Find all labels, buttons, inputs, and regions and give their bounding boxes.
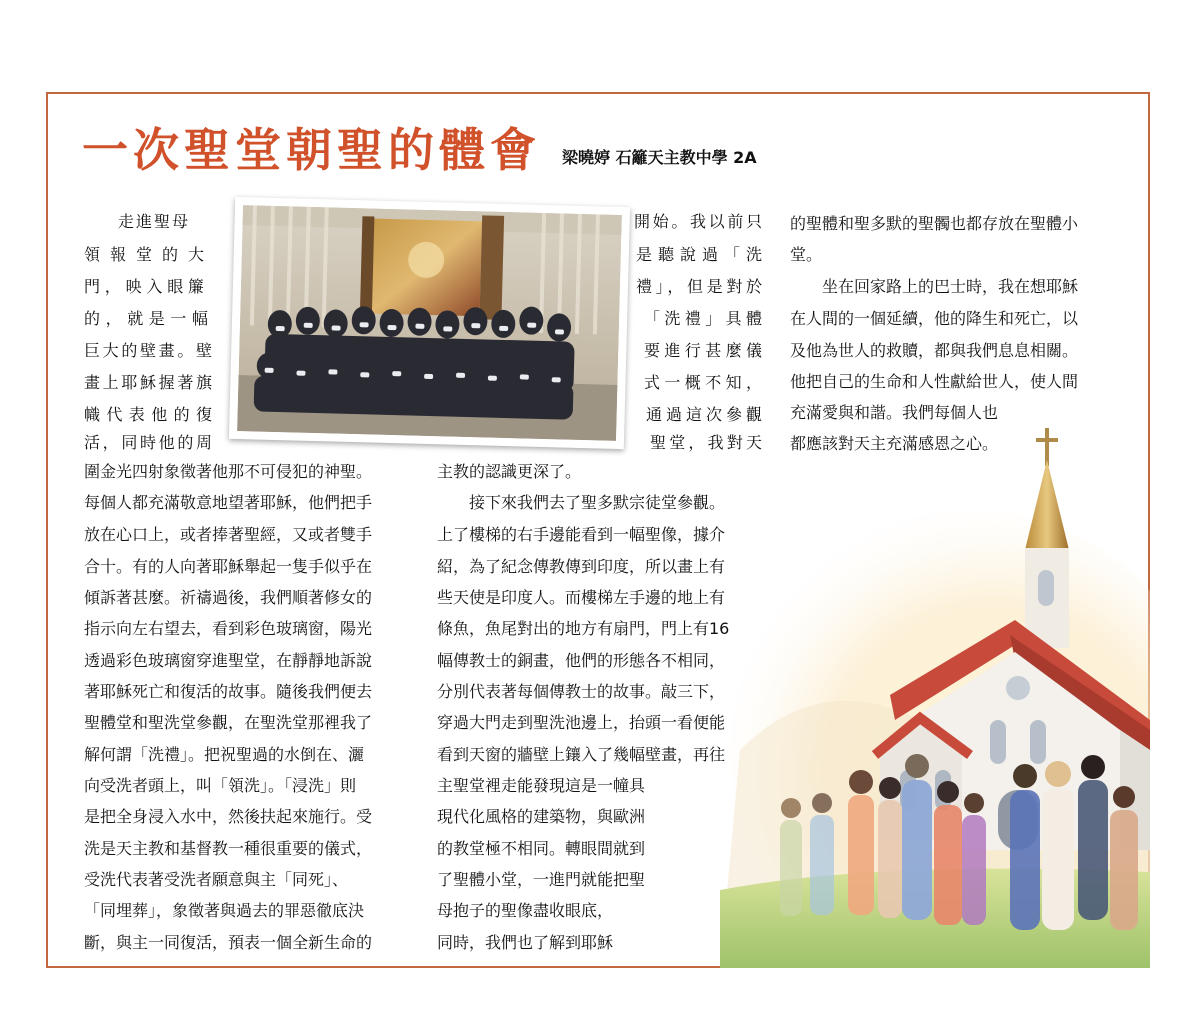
- text-line: 開始。我以前只: [634, 212, 762, 231]
- text-line: 放在心口上，或者捧著聖經，又或者雙手: [84, 525, 373, 544]
- text-line: 受洗代表著受洗者願意與主「同死」、: [84, 870, 349, 889]
- text-line: 幟代表他的復: [84, 405, 212, 424]
- text-line: 些天使是印度人。而樓梯左手邊的地上有: [437, 588, 726, 607]
- text-line: 主教的認識更深了。: [437, 462, 582, 481]
- text-line: 現代化風格的建築物，與歐洲: [437, 807, 646, 826]
- text-line: 門，映入眼簾: [84, 277, 204, 296]
- text-line: 坐在回家路上的巴士時，我在想耶穌: [822, 277, 1079, 296]
- text-line: 向受洗者頭上，叫「領洗」。「浸洗」則: [84, 776, 357, 795]
- text-line: 堂。: [790, 245, 823, 264]
- text-line: 走進聖母: [118, 212, 191, 231]
- group-photo-image: [237, 205, 622, 441]
- text-line: 聖堂，我對天: [650, 433, 762, 452]
- church-illustration: [680, 420, 1150, 968]
- text-line: 式一概不知，: [644, 373, 762, 392]
- text-line: 禮」，但是對於: [636, 277, 762, 296]
- text-line: 巨大的壁畫。壁: [84, 341, 212, 360]
- text-line: 是聽說過「洗: [636, 245, 762, 264]
- text-line: 「同埋葬」，象徵著與過去的罪惡徹底決: [84, 901, 365, 920]
- text-line: 條魚，魚尾對出的地方有扇門，門上有16: [437, 619, 730, 638]
- text-line: 是把全身浸入水中，然後扶起來施行。受: [84, 807, 373, 826]
- text-line: 洗是天主教和基督教一種很重要的儀式，: [84, 839, 373, 858]
- text-line: 領報堂的大: [84, 245, 204, 264]
- text-line: 及他為世人的救贖，都與我們息息相關。: [790, 341, 1079, 360]
- text-line: 接下來我們去了聖多默宗徒堂參觀。: [469, 493, 726, 512]
- text-line: 母抱子的聖像盡收眼底，: [437, 901, 614, 920]
- author-byline: 梁曉婷 石籬天主教中學 2A: [562, 148, 757, 167]
- text-line: 著耶穌死亡和復活的故事。隨後我們便去: [84, 682, 373, 701]
- text-line: 同時，我們也了解到耶穌: [437, 933, 614, 952]
- text-line: 傾訴著甚麼。祈禱過後，我們順著修女的: [84, 588, 373, 607]
- text-line: 了聖體小堂，一進門就能把聖: [437, 870, 646, 889]
- text-line: 斷，與主一同復活，預表一個全新生命的: [84, 933, 373, 952]
- text-line: 通過這次參觀: [646, 405, 762, 424]
- text-line: 穿過大門走到聖洗池邊上，抬頭一看便能: [437, 713, 726, 732]
- text-line: 充滿愛與和諧。我們每個人也: [790, 403, 999, 422]
- text-line: 看到天窗的牆壁上鑲入了幾幅壁畫，再往: [437, 745, 726, 764]
- text-line: 每個人都充滿敬意地望著耶穌，他們把手: [84, 493, 373, 512]
- text-line: 幅傳教士的銅畫，他們的形態各不相同，: [437, 651, 726, 670]
- text-line: 的聖體和聖多默的聖髑也都存放在聖體小: [790, 214, 1079, 233]
- text-line: 「洗禮」具體: [644, 309, 762, 328]
- text-line: 他把自己的生命和人性獻給世人，使人間: [790, 372, 1079, 391]
- text-line: 圍金光四射象徵著他那不可侵犯的神聖。: [84, 462, 373, 481]
- text-line: 要進行甚麼儀: [644, 341, 762, 360]
- text-line: 主聖堂裡走能發現這是一幢具: [437, 776, 646, 795]
- text-line: 都應該對天主充滿感恩之心。: [790, 434, 999, 453]
- text-line: 的教堂極不相同。轉眼間就到: [437, 839, 646, 858]
- text-line: 透過彩色玻璃窗穿進聖堂，在靜靜地訴說: [84, 651, 373, 670]
- text-line: 分別代表著每個傳教士的故事。敲三下，: [437, 682, 726, 701]
- text-line: 解何謂「洗禮」。把祝聖過的水倒在、灑: [84, 745, 365, 764]
- text-line: 在人間的一個延續，他的降生和死亡，以: [790, 309, 1079, 328]
- text-line: 畫上耶穌握著旗: [84, 373, 212, 392]
- text-line: 聖體堂和聖洗堂參觀，在聖洗堂那裡我了: [84, 713, 373, 732]
- text-line: 活，同時他的周: [84, 433, 212, 452]
- text-line: 上了樓梯的右手邊能看到一幅聖像，據介: [437, 525, 726, 544]
- article-title: 一次聖堂朝聖的體會: [82, 123, 541, 177]
- text-line: 合十。有的人向著耶穌舉起一隻手似乎在: [84, 557, 373, 576]
- text-line: 紹，為了紀念傳教傳到印度，所以畫上有: [437, 557, 726, 576]
- text-line: 指示向左右望去，看到彩色玻璃窗，陽光: [84, 619, 373, 638]
- text-line: 的，就是一幅: [84, 309, 208, 328]
- group-photo: [229, 197, 630, 449]
